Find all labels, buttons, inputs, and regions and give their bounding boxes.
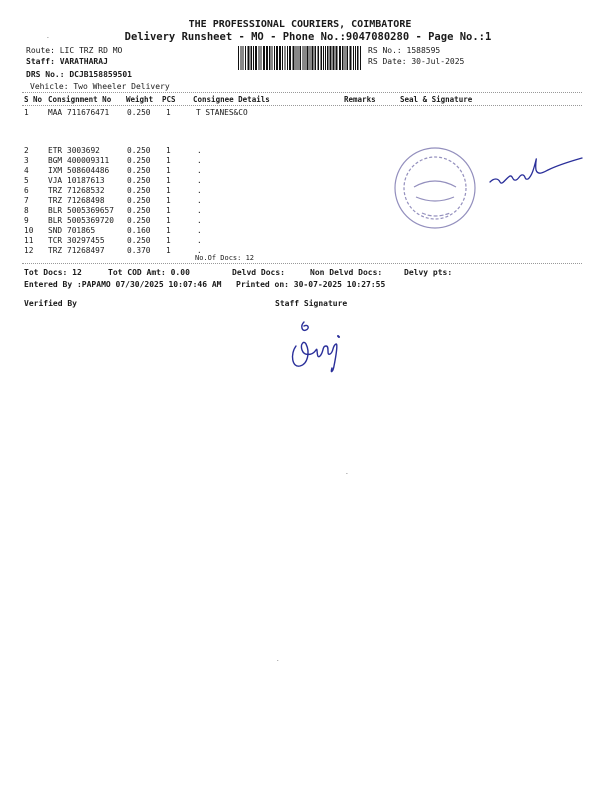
scan-speck: - <box>345 470 349 477</box>
header-divider <box>22 92 582 93</box>
row-sno: 6 <box>24 186 29 195</box>
row-pcs: 1 <box>166 186 171 195</box>
row-pcs: 1 <box>166 166 171 175</box>
row-consignee: . <box>197 156 202 165</box>
row-consignee: . <box>197 146 202 155</box>
col-consignee: Consignee Details <box>193 95 270 104</box>
row-pcs: 1 <box>166 146 171 155</box>
row-weight: 0.250 <box>127 216 151 225</box>
row-origin-code: VJA <box>48 176 63 185</box>
barcode-image <box>238 46 362 70</box>
row-consignment-no: 10187613 <box>67 176 105 185</box>
row-origin-code: TCR <box>48 236 63 245</box>
row-consignment-no: 71268498 <box>67 196 105 205</box>
col-sno: S No <box>24 95 43 104</box>
drs-number: DRS No.: DCJB158859501 <box>26 70 132 79</box>
row-consignee: . <box>197 226 202 235</box>
row-weight: 0.250 <box>127 146 151 155</box>
row-weight: 0.250 <box>127 176 151 185</box>
row-pcs: 1 <box>166 216 171 225</box>
row-weight: 0.250 <box>127 196 151 205</box>
row-pcs: 1 <box>166 176 171 185</box>
row-sno: 11 <box>24 236 34 245</box>
verified-by: Verified By <box>24 299 77 308</box>
row-weight: 0.250 <box>127 206 151 215</box>
row-origin-code: TRZ <box>48 186 63 195</box>
row-consignment-no: 400009311 <box>67 156 110 165</box>
tot-cod-amt: Tot COD Amt: 0.00 <box>108 268 190 277</box>
rs-number: RS No.: 1588595 <box>368 46 441 55</box>
scan-speck: . <box>276 656 280 663</box>
row-consignment-no: 508604486 <box>67 166 110 175</box>
row-origin-code: BGM <box>48 156 63 165</box>
row-pcs: 1 <box>166 236 171 245</box>
row-origin-code: ETR <box>48 146 63 155</box>
row-consignee: . <box>197 196 202 205</box>
columns-divider <box>22 105 582 106</box>
row-origin-code: BLR <box>48 206 63 215</box>
row-origin-code: BLR <box>48 216 63 225</box>
scan-mark: - <box>46 34 50 41</box>
tot-docs: Tot Docs: 12 <box>24 268 82 277</box>
staff-label: Staff: VARATHARAJ <box>26 57 108 66</box>
row-sno: 3 <box>24 156 29 165</box>
staff-signature-label: Staff Signature <box>275 299 348 308</box>
row-origin-code: IXM <box>48 166 63 175</box>
row-consignment-no: 701865 <box>67 226 96 235</box>
row-pcs: 1 <box>166 156 171 165</box>
runsheet-subtitle: Delivery Runsheet - MO - Phone No.:9047080280 - Page No.:1 <box>124 31 492 43</box>
col-weight: Weight <box>126 95 154 104</box>
row-consignment-no: 71268497 <box>67 246 105 255</box>
rs-date: RS Date: 30-Jul-2025 <box>368 57 465 66</box>
col-consignment: Consignment No <box>48 95 112 104</box>
row-weight: 0.250 <box>127 156 151 165</box>
table-end-divider <box>22 263 582 264</box>
row-weight: 0.160 <box>127 226 151 235</box>
row-pcs: 1 <box>166 206 171 215</box>
row-consignment-no: 711676471 <box>67 108 110 117</box>
row-consignee: . <box>197 246 202 255</box>
row-pcs: 1 <box>166 108 171 117</box>
row-weight: 0.370 <box>127 246 151 255</box>
row-pcs: 1 <box>166 226 171 235</box>
col-pcs: PCS <box>162 95 176 104</box>
row-consignment-no: 5005369657 <box>67 206 114 215</box>
company-title: THE PROFESSIONAL COURIERS, COIMBATORE <box>188 19 412 30</box>
row-origin-code: TRZ <box>48 246 63 255</box>
entered-by: Entered By :PAPAMO 07/30/2025 10:07:46 AM <box>24 280 222 289</box>
row-consignee: . <box>197 176 202 185</box>
row-sno: 12 <box>24 246 34 255</box>
row-consignee: . <box>197 166 202 175</box>
row-weight: 0.250 <box>127 166 151 175</box>
row-consignment-no: 30297455 <box>67 236 105 245</box>
row-sno: 8 <box>24 206 29 215</box>
handwritten-signature-receiver <box>486 148 586 192</box>
row-pcs: 1 <box>166 246 171 255</box>
no-of-docs: No.Of Docs: 12 <box>195 254 255 262</box>
row-sno: 10 <box>24 226 34 235</box>
row-origin-code: SND <box>48 226 63 235</box>
row-weight: 0.250 <box>127 186 151 195</box>
route-label: Route: LIC TRZ RD MO <box>26 46 123 55</box>
row-sno: 4 <box>24 166 29 175</box>
delvy-pts: Delvy pts: <box>404 268 453 277</box>
row-consignment-no: 3003692 <box>67 146 100 155</box>
row-consignment-no: 71268532 <box>67 186 105 195</box>
row-consignee: . <box>197 216 202 225</box>
handwritten-signature-staff <box>286 316 352 380</box>
row-consignee: . <box>197 206 202 215</box>
row-origin-code: TRZ <box>48 196 63 205</box>
row-sno: 1 <box>24 108 29 117</box>
row-origin-code: MAA <box>48 108 63 117</box>
row-weight: 0.250 <box>127 108 151 117</box>
row-consignee: T STANES&CO <box>196 108 248 117</box>
col-remarks: Remarks <box>344 95 376 104</box>
row-consignment-no: 5005369720 <box>67 216 114 225</box>
row-weight: 0.250 <box>127 236 151 245</box>
row-consignee: . <box>197 236 202 245</box>
row-pcs: 1 <box>166 196 171 205</box>
non-delvd-docs: Non Delvd Docs: <box>310 268 383 277</box>
vehicle-label: Vehicle: Two Wheeler Delivery <box>30 82 170 91</box>
company-seal-stamp <box>392 145 478 231</box>
delvd-docs: Delvd Docs: <box>232 268 285 277</box>
row-consignee: . <box>197 186 202 195</box>
col-seal: Seal & Signature <box>400 95 473 104</box>
row-sno: 2 <box>24 146 29 155</box>
row-sno: 9 <box>24 216 29 225</box>
row-sno: 7 <box>24 196 29 205</box>
row-sno: 5 <box>24 176 29 185</box>
printed-on: Printed on: 30-07-2025 10:27:55 <box>236 280 386 289</box>
